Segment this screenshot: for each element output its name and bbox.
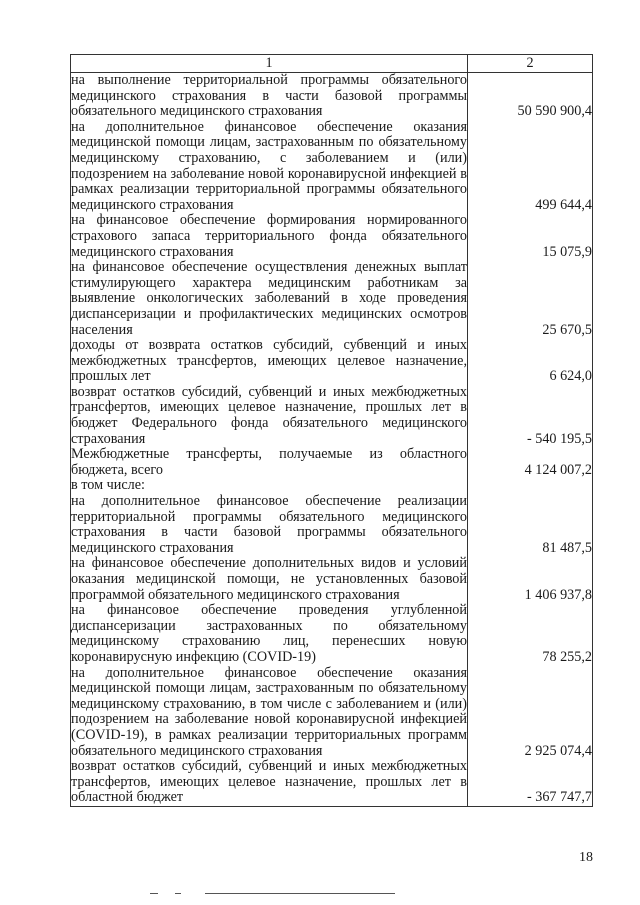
row-description: на финансовое обеспечение дополнительных видов и условий оказания медицинской помощи, не установленных базовой программой обязательного медицинского страхования [71, 555, 467, 603]
budget-table [70, 54, 593, 807]
table-body [71, 73, 593, 807]
footer-mark [150, 893, 158, 894]
row-amount: 50 590 900,4 [468, 73, 593, 120]
table-row [71, 447, 593, 478]
row-description: на дополнительное финансовое обеспечение оказания медицинской помощи лицам, застрахованным по обязательному медицинскому страхованию, в том числе с заболеванием и (или) подозрением на заболевание новой коронавирусной инфекцией (COVID-19), в рамках реализации территориальных программ обязательного медицинского страхования [71, 664, 467, 759]
table-row [71, 666, 593, 760]
row-amount: 1 406 937,8 [468, 556, 593, 603]
column-header-2: 2 [468, 55, 593, 73]
row-amount: 6 624,0 [468, 338, 593, 385]
row-description: Межбюджетные трансферты, получаемые из областного бюджета, всего [71, 446, 467, 478]
row-description: на выполнение территориальной программы обязательного медицинского страхования в части базовой программы обязательного медицинского страхования [71, 72, 467, 120]
row-description: на финансовое обеспечение проведения углубленной диспансеризации застрахованных по обязательному медицинскому страхованию лиц, перенесших новую коронавирусную инфекцию (COVID-19) [71, 602, 467, 665]
footer-rule [205, 893, 395, 894]
row-description: доходы от возврата остатков субсидий, субвенций и иных межбюджетных трансфертов, имеющих целевое назначение, прошлых лет [71, 337, 467, 385]
row-description: на финансовое обеспечение формирования нормированного страхового запаса территориального фонда обязательного медицинского страхования [71, 212, 467, 260]
page-number: 18 [579, 850, 593, 865]
table-row [71, 213, 593, 260]
table-row [71, 759, 593, 806]
row-description: на финансовое обеспечение осуществления денежных выплат стимулирующего характера медицинским работникам за выявление онкологических заболеваний в ходе проведения диспансеризации и профилактических медицинских осмотров населения [71, 259, 467, 338]
row-description: на дополнительное финансовое обеспечение оказания медицинской помощи лицам, застрахованным по обязательному медицинскому страхованию, с заболеванием и (или) подозрением на заболевание новой коронавирусной инфекцией в рамках реализации территориальной программы обязательного медицинского страхования [71, 118, 467, 213]
row-amount [468, 478, 593, 494]
table-row [71, 338, 593, 385]
table-row [71, 385, 593, 447]
table-row [71, 494, 593, 556]
column-header-1: 1 [71, 55, 468, 73]
row-amount: - 540 195,5 [468, 385, 593, 447]
table-row [71, 260, 593, 338]
row-description: возврат остатков субсидий, субвенций и иных межбюджетных трансфертов, имеющих целевое назначение, прошлых лет в областной бюджет [71, 758, 467, 806]
footer-mark [175, 893, 181, 894]
row-amount: 2 925 074,4 [468, 666, 593, 760]
row-description: возврат остатков субсидий, субвенций и иных межбюджетных трансфертов, имеющих целевое назначение, прошлых лет в бюджет Федерального фонда обязательного медицинского страхования [71, 383, 467, 447]
table-row [71, 478, 593, 494]
row-amount: 25 670,5 [468, 260, 593, 338]
table-row [71, 603, 593, 665]
table-row [71, 556, 593, 603]
row-description: в том числе: [71, 478, 468, 494]
row-amount: - 367 747,7 [468, 759, 593, 806]
table-row [71, 73, 593, 120]
footer-marks [150, 890, 450, 896]
row-amount: 4 124 007,2 [468, 447, 593, 478]
row-description: на дополнительное финансовое обеспечение реализации территориальной программы обязательного медицинского страхования в части базовой программы обязательного медицинского страхования [71, 493, 467, 556]
row-amount: 78 255,2 [468, 603, 593, 665]
row-amount: 15 075,9 [468, 213, 593, 260]
row-amount: 499 644,4 [468, 120, 593, 214]
row-amount: 81 487,5 [468, 494, 593, 556]
table-row [71, 120, 593, 214]
table-header-row [71, 55, 593, 73]
